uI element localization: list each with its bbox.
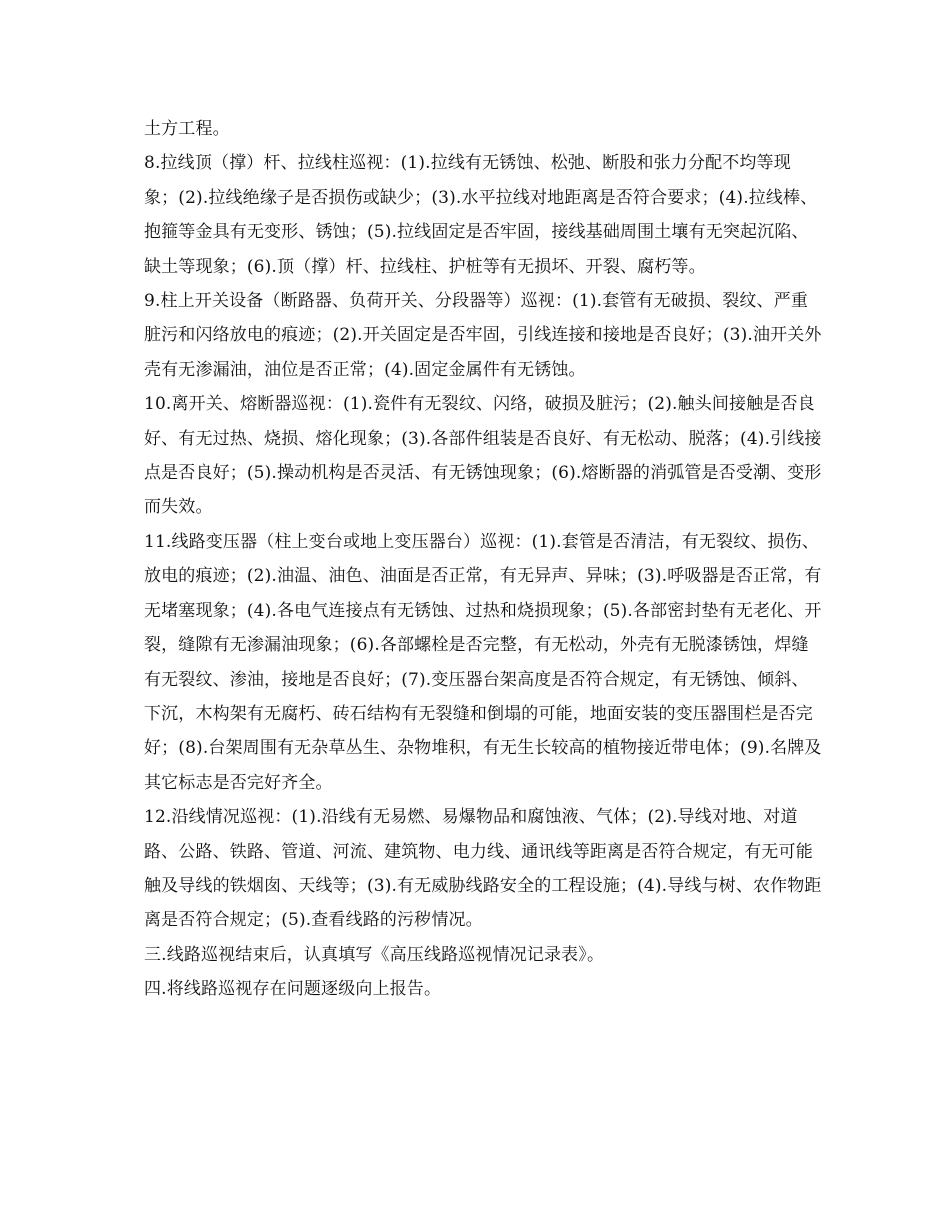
- paragraph-record-form: 三.线路巡视结束后，认真填写《高压线路巡视情况记录表》。: [144, 944, 605, 965]
- paragraph-report-issues: 四.将线路巡视存在问题逐级向上报告。: [144, 979, 442, 1000]
- paragraph-guy-wire-inspection: 8.拉线顶（撑）杆、拉线柱巡视：(1).拉线有无锈蚀、松弛、断股和张力分配不均等现象；(2).拉线绝缘子是否损伤或缺少；(3).水平拉线对地距离是否符合要求；(4).拉线棒、抱箍等金具有无变形、锈蚀；(5).拉线固定是否牢固，接线基础周围土壤有无突起沉陷、缺土等现象；(6).顶（撑）杆、拉线柱、护桩等有无损坏、开裂、腐朽等。: [144, 153, 818, 277]
- paragraph-disconnect-fuse-inspection: 10.离开关、熔断器巡视：(1).瓷件有无裂纹、闪络，破损及脏污；(2).触头间接触是否良好、有无过热、烧损、熔化现象；(3).各部件组装是否良好、有无松动、脱落；(4).引线接点是否良好；(5).操动机构是否灵活、有无锈蚀现象；(6).熔断器的消弧管是否受潮、变形而失效。: [144, 394, 822, 518]
- document-body: [144, 112, 824, 1007]
- paragraph-transformer-inspection: 11.线路变压器（柱上变台或地上变压器台）巡视：(1).套管是否清洁，有无裂纹、损伤、放电的痕迹；(2).油温、油色、油面是否正常，有无异声、异味；(3).呼吸器是否正常，有无堵塞现象；(4).各电气连接点有无锈蚀、过热和烧损现象；(5).各部密封垫有无老化、开裂，缝隙有无渗漏油现象；(6).各部螺栓是否完整，有无松动，外壳有无脱漆锈蚀，焊缝有无裂纹、渗油，接地是否良好；(7).变压器台架高度是否符合规定，有无锈蚀、倾斜、下沉，木构架有无腐朽、砖石结构有无裂缝和倒塌的可能，地面安装的变压器围栏是否完好；(8).台架周围有无杂草丛生、杂物堆积，有无生长较高的植物接近带电体；(9).名牌及其它标志是否完好齐全。: [144, 531, 822, 793]
- paragraph-route-conditions-inspection: 12.沿线情况巡视：(1).沿线有无易燃、易爆物品和腐蚀液、气体；(2).导线对地、对道路、公路、铁路、管道、河流、建筑物、电力线、通讯线等距离是否符合规定，有无可能触及导线的铁烟囱、天线等；(3).有无威胁线路安全的工程设施；(4).导线与树、农作物距离是否符合规定；(5).查看线路的污秽情况。: [144, 807, 822, 931]
- paragraph-pole-switch-inspection: 9.柱上开关设备（断路器、负荷开关、分段器等）巡视：(1).套管有无破损、裂纹、严重脏污和闪络放电的痕迹；(2).开关固定是否牢固，引线连接和接地是否良好；(3).油开关外壳有无渗漏油，油位是否正常；(4).固定金属件有无锈蚀。: [144, 291, 822, 380]
- paragraph-earthwork-end: 土方工程。: [144, 119, 230, 139]
